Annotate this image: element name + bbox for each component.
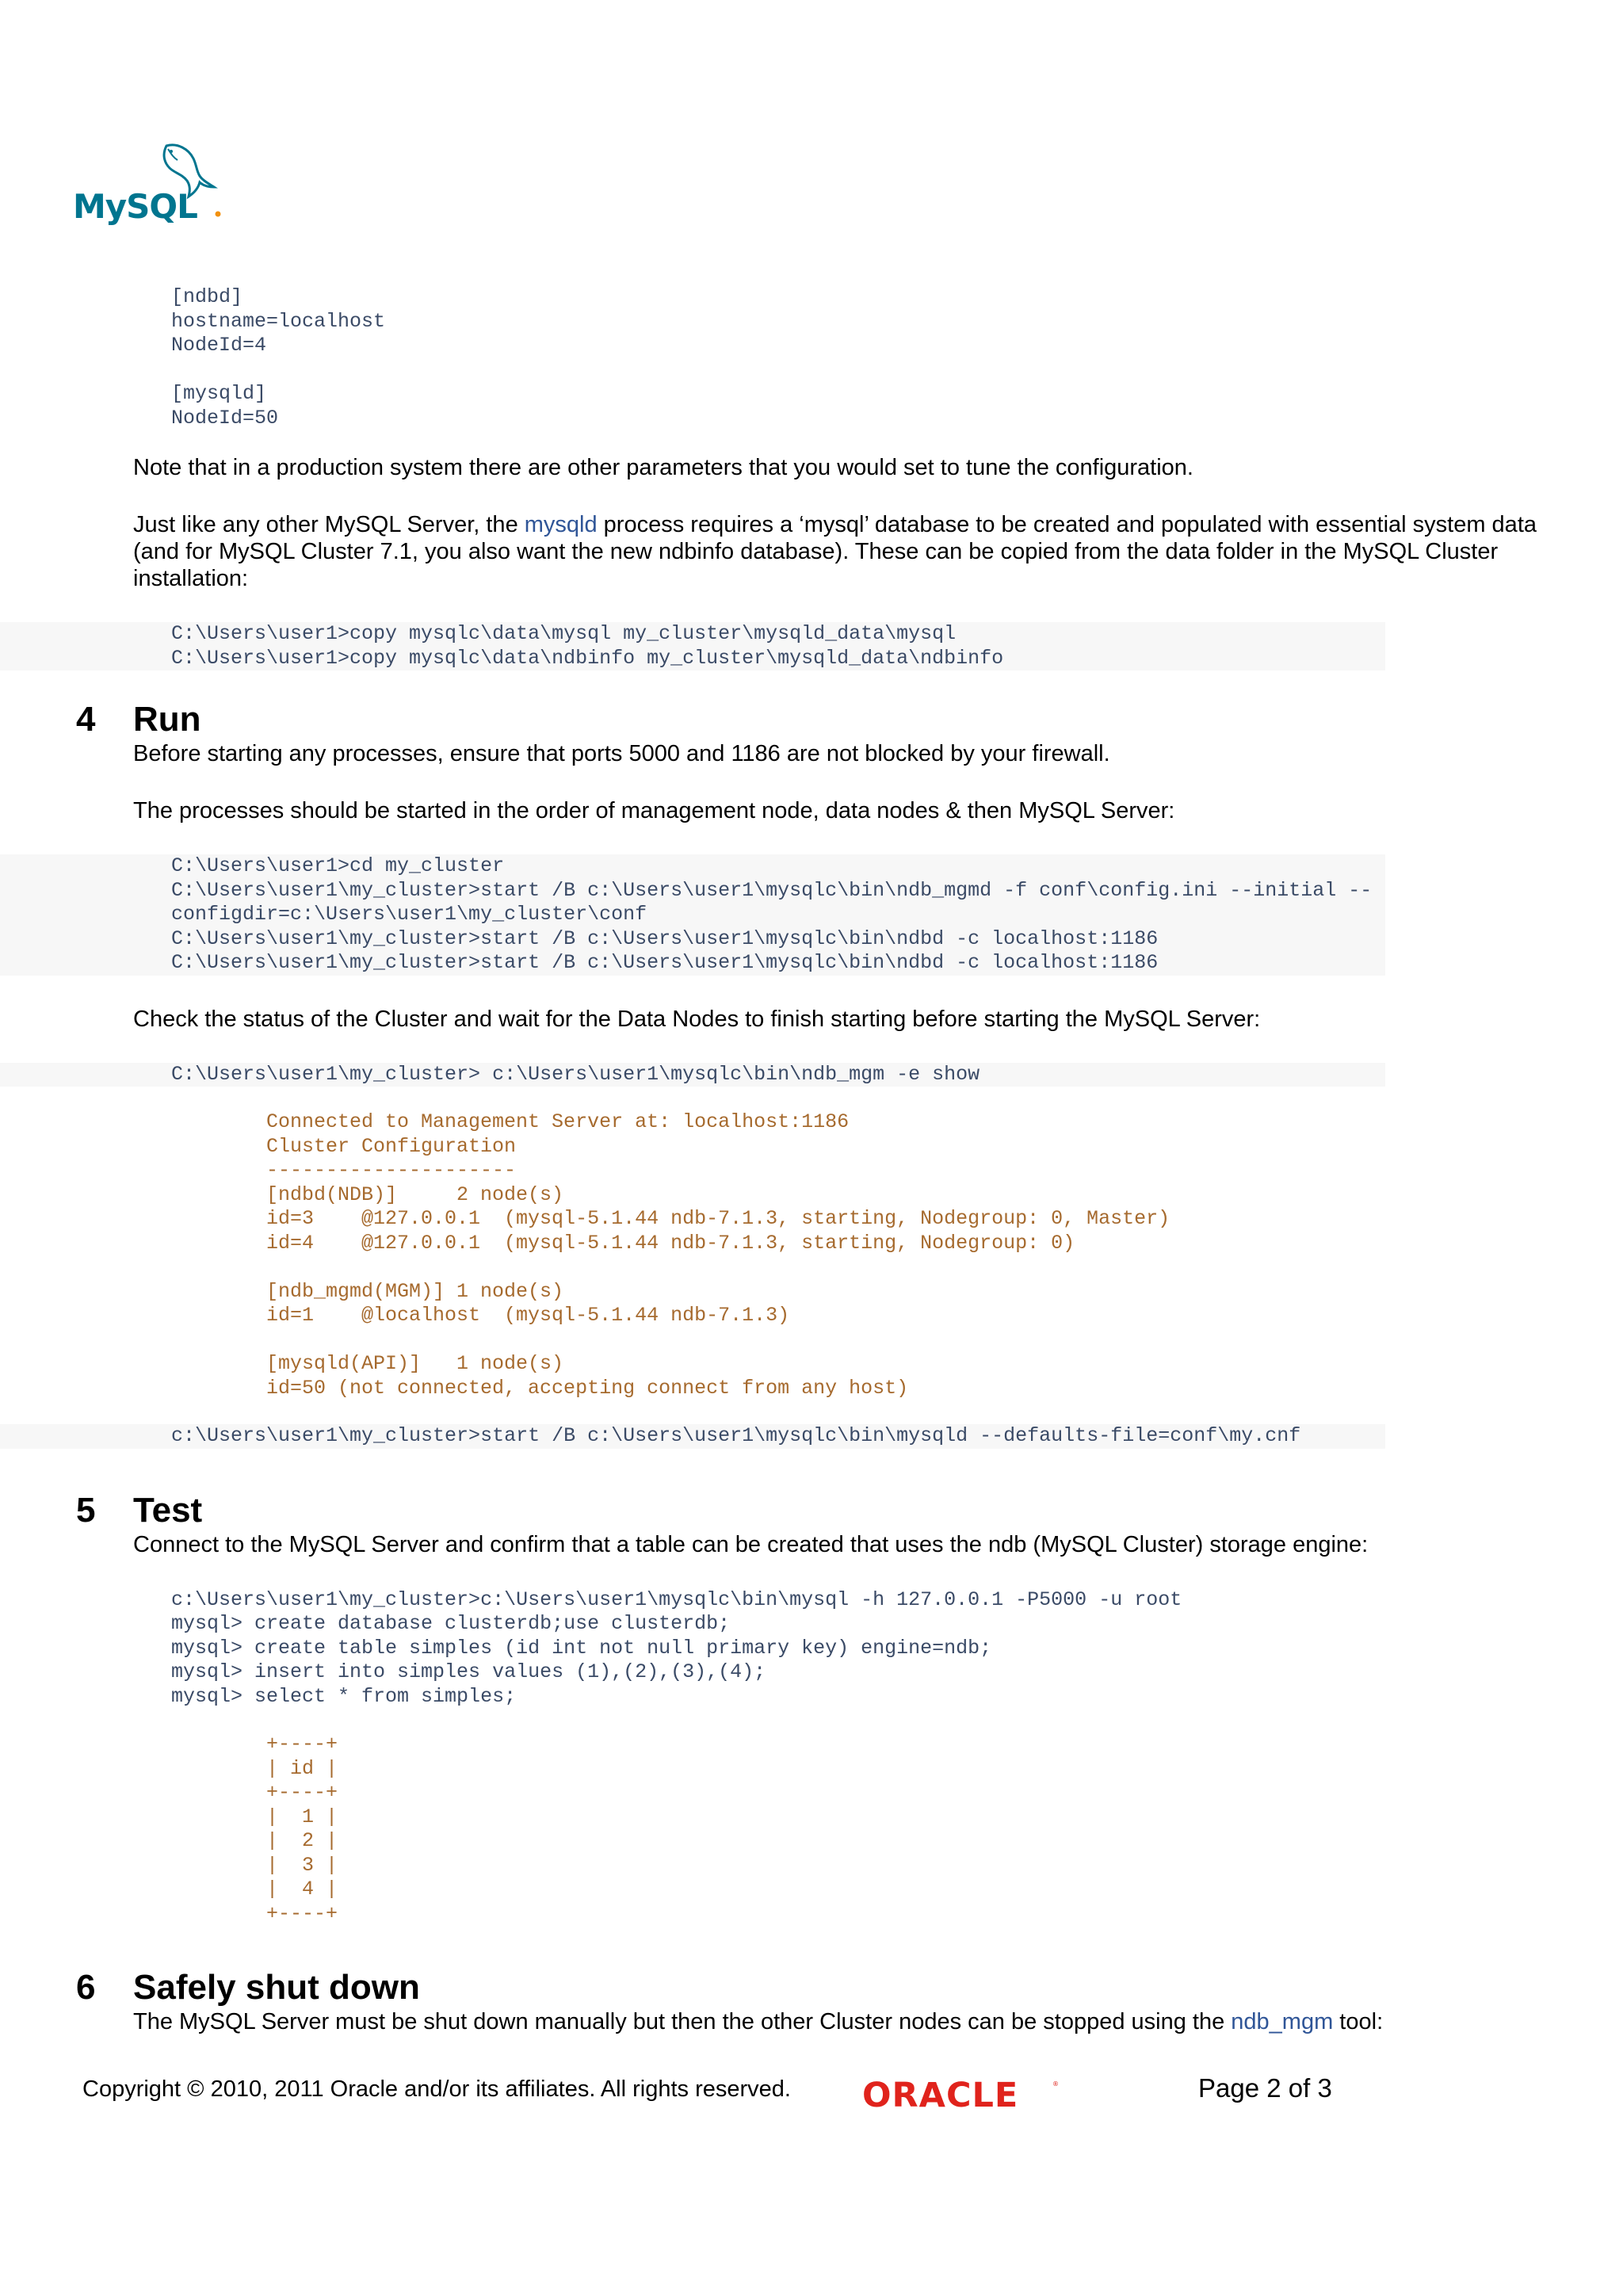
section-number: 4 <box>76 700 96 739</box>
ndb-mgm-link[interactable]: ndb_mgm <box>1231 2009 1334 2034</box>
section-5-heading <box>0 1490 1623 1531</box>
shutdown-paragraph: The MySQL Server must be shut down manually but then the other Cluster nodes can be stopped using the ndb_mgm tool: <box>133 2009 1384 2034</box>
note-paragraph: Note that in a production system there are other parameters that you would set to tune the configuration. <box>133 455 1193 480</box>
copyright-text: Copyright © 2010, 2011 Oracle and/or its affiliates. All rights reserved. <box>82 2076 791 2102</box>
page-content <box>0 285 1623 2035</box>
mysqld-paragraph: Just like any other MySQL Server, the mysqld process requires a ‘mysql’ database to be created and populated with essential system data (and for MySQL Cluster 7.1, you also want the new ndbinfo database). These can be copied from the data folder in the MySQL Cluster installation: <box>133 512 1537 591</box>
section-number: 5 <box>76 1490 96 1530</box>
mysql-logo <box>73 141 231 228</box>
svg-text:ORACLE: ORACLE <box>862 2076 1019 2113</box>
section-title: Test <box>133 1490 203 1530</box>
oracle-logo <box>862 2073 1060 2117</box>
status-paragraph: Check the status of the Cluster and wait for the Data Nodes to finish starting before starting the MySQL Server: <box>133 1006 1261 1032</box>
svg-text:MySQL: MySQL <box>73 187 197 226</box>
svg-text:®: ® <box>1052 2080 1059 2088</box>
mysqld-link[interactable]: mysqld <box>524 512 598 537</box>
section-number: 6 <box>76 1968 96 2007</box>
section-title: Run <box>133 700 201 739</box>
copy-code-block: C:\Users\user1>copy mysqlc\data\mysql my_cluster\mysqld_data\mysql C:\Users\user1>copy mysqlc\data\ndbinfo my_cluster\mysqld_data\ndbinfo <box>0 622 1385 670</box>
mysqld-command: c:\Users\user1\my_cluster>start /B c:\Users\user1\mysqlc\bin\mysqld --defaults-file=conf\my.cnf <box>0 1424 1385 1449</box>
section-6-heading <box>0 1967 1623 2008</box>
sql-code-block: c:\Users\user1\my_cluster>c:\Users\user1\mysqlc\bin\mysql -h 127.0.0.1 -P5000 -u root mysql> create database clusterdb;use clusterdb; mysql> create table simples (id int not null primary key) engine=ndb; mysql> insert into simples values (1),(2),(3),(4); mysql> select * from simples; <box>0 1588 1623 1710</box>
oracle-wordmark-icon <box>862 2073 1060 2113</box>
show-command: C:\Users\user1\my_cluster> c:\Users\user1\mysqlc\bin\ndb_mgm -e show <box>0 1063 1385 1087</box>
section-title: Safely shut down <box>133 1968 420 2007</box>
show-output-block: Connected to Management Server at: localhost:1186 Cluster Configuration --------------------- [ndbd(NDB)] 2 node(s) id=3 @127.0.0.1 (mysql-5.1.44 ndb-7.1.3, starting, Nodegroup: 0, Master) id=4 @127.0.0.1 (mysql-5.1.44 ndb-7.1.3, starting, Nodegroup: 0) [ndb_mgmd(MGM)] 1 node(s) id=1 @localhost (mysql-5.1.44 ndb-7.1.3) [mysqld(API)] 1 node(s) id=50 (not connected, accepting connect from any host) <box>0 1110 1623 1400</box>
page-footer <box>0 2070 1623 2115</box>
page-number: Page 2 of 3 <box>1198 2073 1332 2103</box>
firewall-paragraph: Before starting any processes, ensure that ports 5000 and 1186 are not blocked by your firewall. <box>133 741 1110 766</box>
section-4-heading <box>0 699 1623 740</box>
connect-paragraph: Connect to the MySQL Server and confirm that a table can be created that uses the ndb (MySQL Cluster) storage engine: <box>133 1531 1369 1557</box>
config-code-block: [ndbd] hostname=localhost NodeId=4 [mysqld] NodeId=50 <box>0 285 1623 430</box>
result-table-block: +----+ | id | +----+ | 1 | | 2 | | 3 | | 4 | +----+ <box>0 1733 1623 1926</box>
start-code-block: C:\Users\user1>cd my_cluster C:\Users\user1\my_cluster>start /B c:\Users\user1\mysqlc\bin\ndb_mgmd -f conf\config.ini --initial -- configdir=c:\Users\user1\my_cluster\conf C:\Users\user1\my_cluster>start /B c:\Users\user1\mysqlc\bin\ndbd -c localhost:1186 C:\Users\user1\my_cluster>start /B c:\Users\user1\mysqlc\bin\ndbd -c localhost:1186 <box>0 854 1385 976</box>
dolphin-icon <box>73 141 231 228</box>
order-paragraph: The processes should be started in the order of management node, data nodes & then MySQL Server: <box>133 798 1175 823</box>
